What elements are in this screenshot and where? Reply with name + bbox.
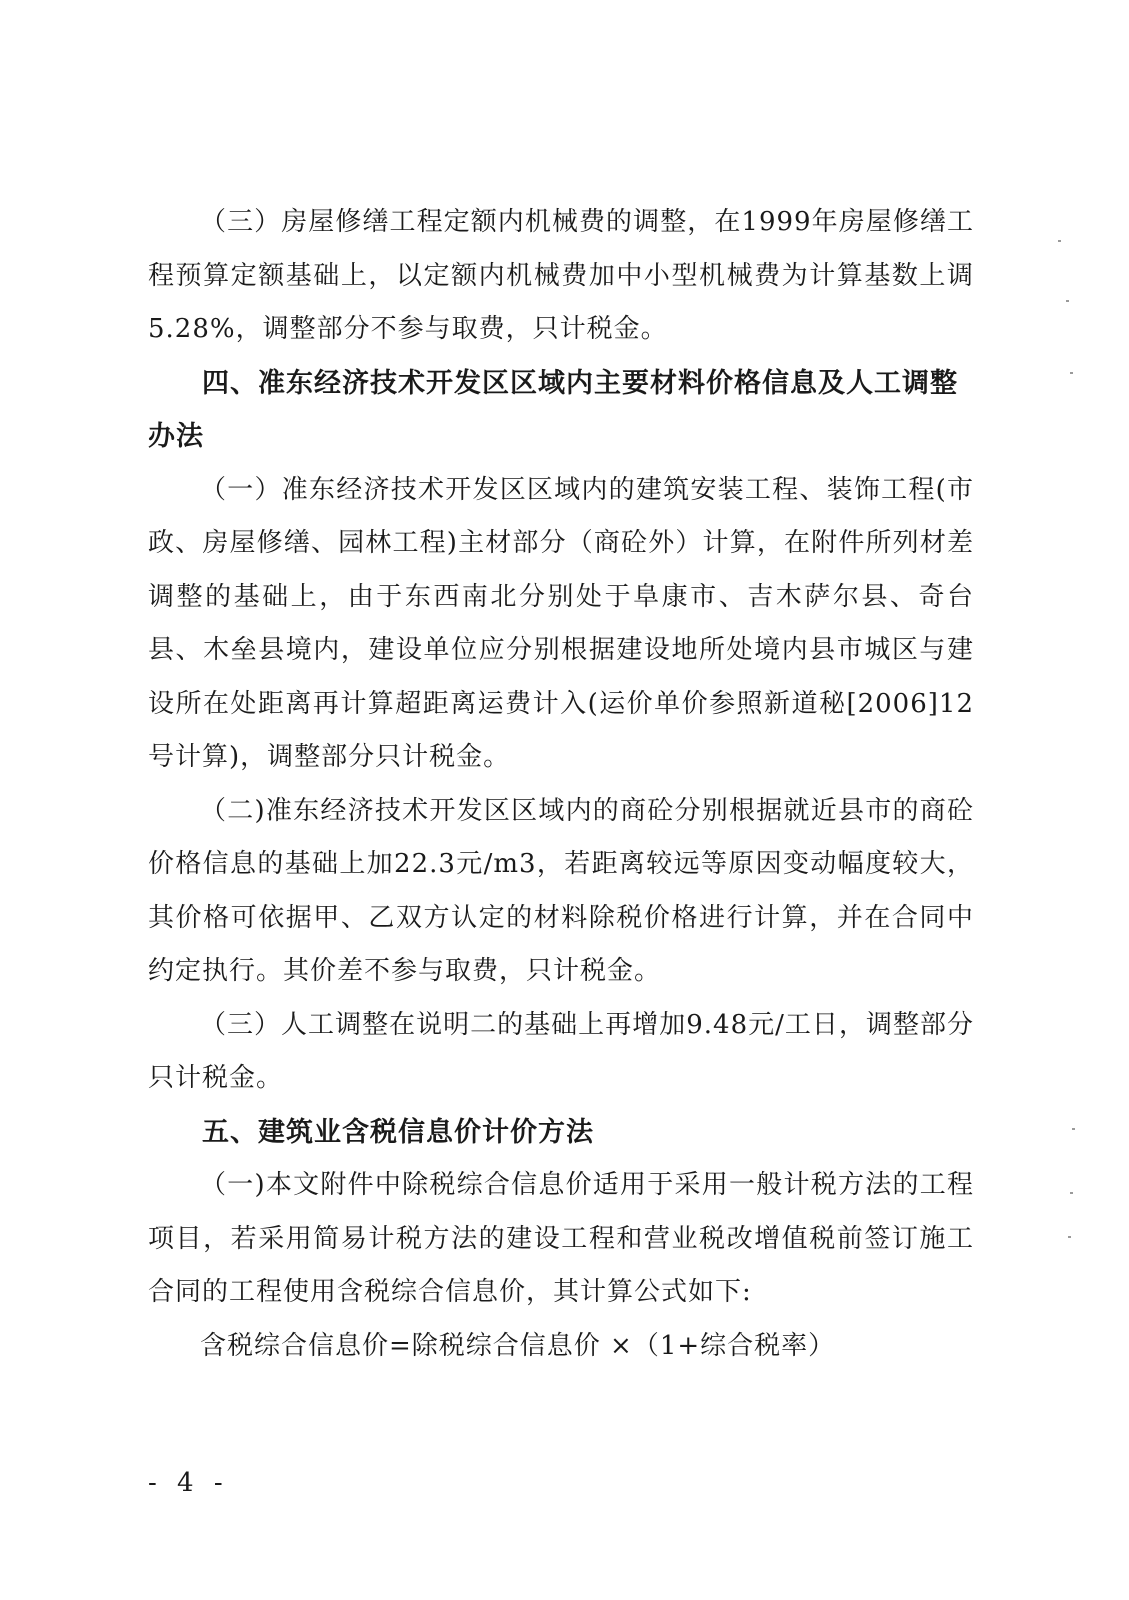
document-body [148, 196, 974, 1373]
scan-speck [1068, 1236, 1071, 1238]
page-number: - 4 - [148, 1468, 229, 1498]
scan-speck [1058, 240, 1061, 242]
scan-speck [1066, 300, 1069, 302]
scan-speck [1070, 1192, 1073, 1194]
heading-section-four: 四、准东经济技术开发区区域内主要材料价格信息及人工调整办法 [148, 367, 958, 452]
scan-speck [1072, 1128, 1075, 1130]
paragraph-labor-adjustment: （三）人工调整在说明二的基础上再增加9.48元/工日，调整部分只计税金。 [148, 1009, 974, 1093]
heading-section-five: 五、建筑业含税信息价计价方法 [202, 1116, 594, 1148]
tax-formula: 含税综合信息价=除税综合信息价 ×（1+综合税率） [200, 1330, 836, 1361]
paragraph-main-materials: （一）准东经济技术开发区区域内的建筑安装工程、装饰工程(市政、房屋修缮、园林工程)主材部分（商砼外）计算，在附件所列材差调整的基础上，由于东西南北分别处于阜康市、吉木萨尔县、奇台县、木垒县境内，建设单位应分别根据建设地所处境内县市城区与建设所在处距离再计算超距离运费计入(运价单价参照新道秘[2006]12号计算)，调整部分只计税金。 [148, 474, 974, 772]
paragraph-concrete-price: （二)准东经济技术开发区区域内的商砼分别根据就近县市的商砼价格信息的基础上加22.3元/m3，若距离较远等原因变动幅度较大，其价格可依据甲、乙双方认定的材料除税价格进行计算，并在合同中约定执行。其价差不参与取费，只计税金。 [148, 795, 974, 986]
paragraph-machinery-adjustment: （三）房屋修缮工程定额内机械费的调整，在1999年房屋修缮工程预算定额基础上，以定额内机械费加中小型机械费为计算基数上调5.28%，调整部分不参与取费，只计税金。 [148, 207, 974, 344]
paragraph-tax-method: （一)本文附件中除税综合信息价适用于采用一般计税方法的工程项目，若采用简易计税方法的建设工程和营业税改增值税前签订施工合同的工程使用含税综合信息价，其计算公式如下: [148, 1170, 974, 1307]
scan-speck [1070, 372, 1073, 374]
